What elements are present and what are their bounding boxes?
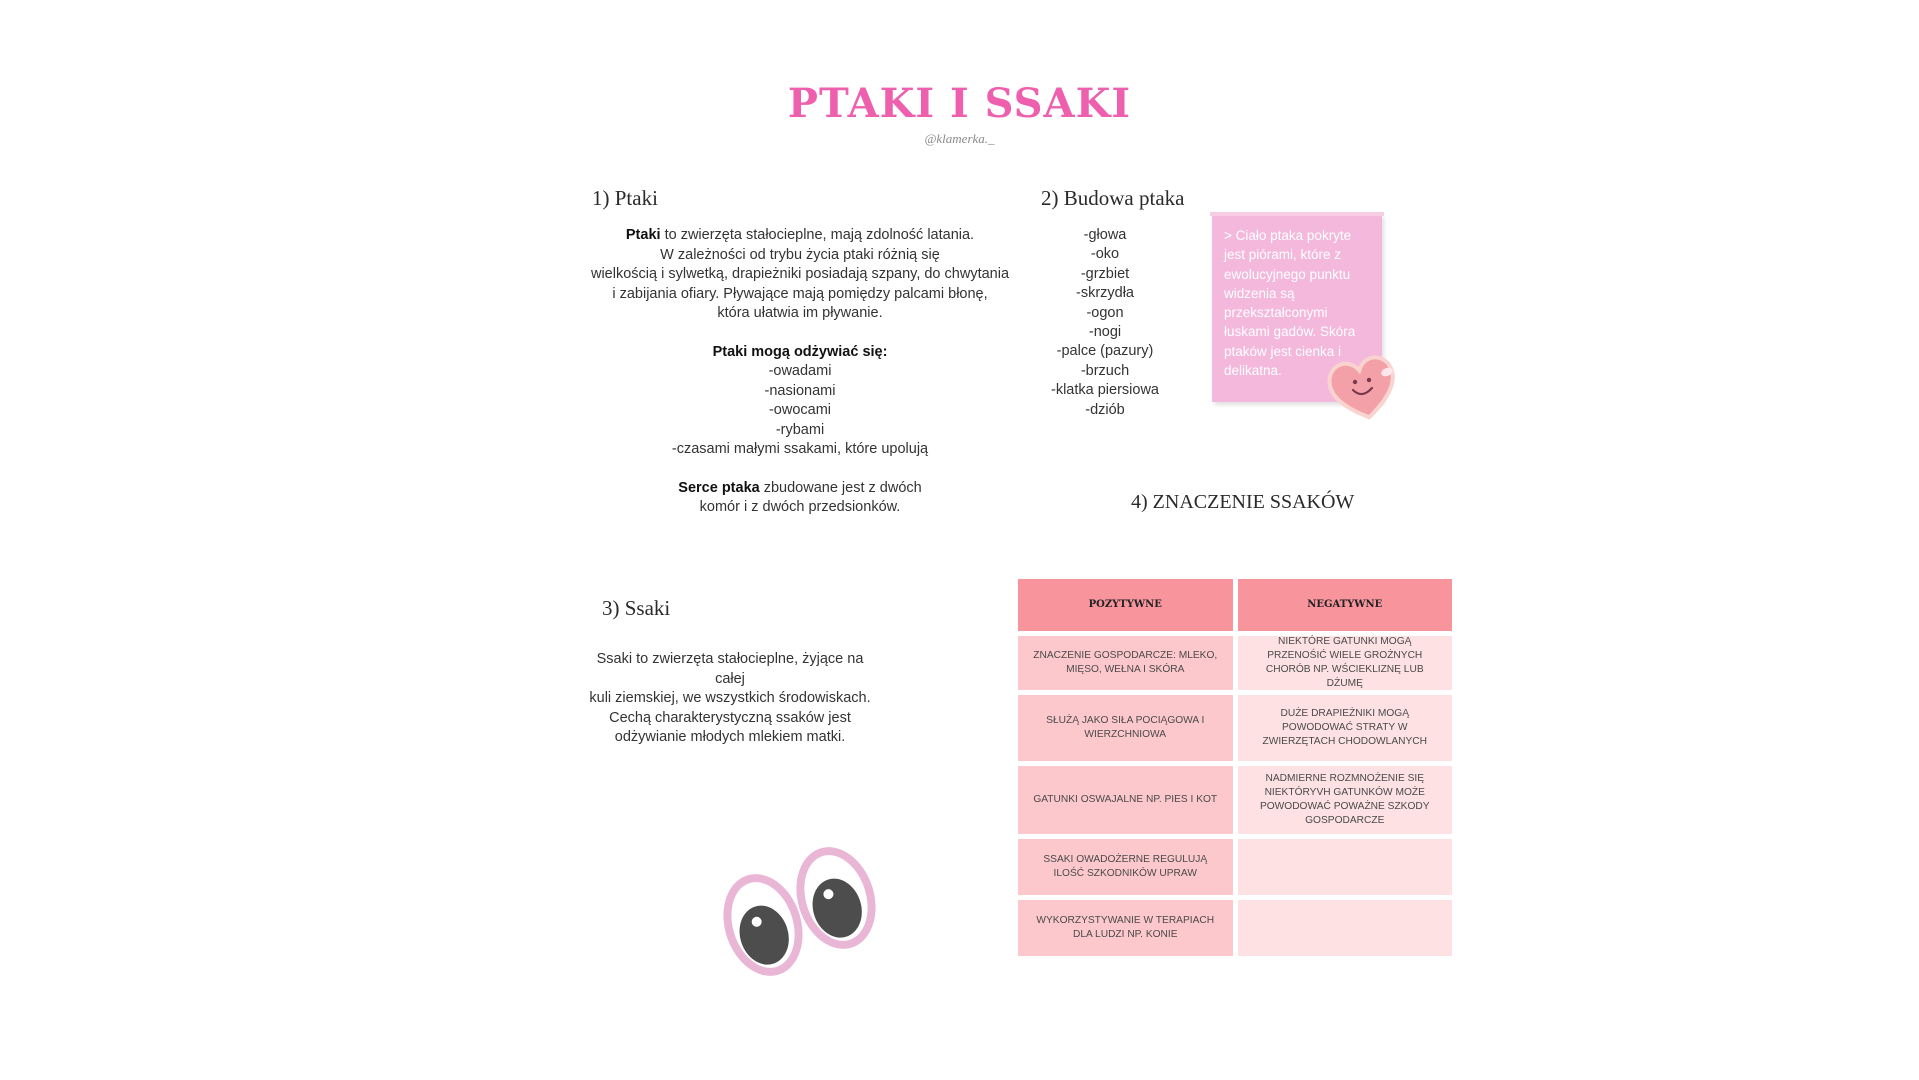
bird-part: -oko — [1090, 246, 1120, 263]
table-row — [1018, 900, 1452, 956]
negative-cell: DUŻE DRAPIEŻNIKI MOGĄ POWODOWAĆ STRATY W ZWIERZĘTACH CHODOWLANYCH — [1238, 695, 1453, 761]
bird-part: -głowa — [1083, 227, 1127, 243]
table-row — [1018, 766, 1452, 834]
diet-item: -owadami — [768, 363, 832, 379]
bird-part: -skrzydła — [1075, 285, 1134, 302]
bird-part: -dziób — [1085, 401, 1125, 418]
diet-item: -owocami — [768, 402, 832, 418]
ssaki-line: kuli ziemskiej, we wszystkich środowiskach. — [589, 690, 871, 706]
ptaki-description — [580, 226, 1020, 518]
positive-cell: ZNACZENIE GOSPODARCZE: MLEKO, MIĘSO, WEŁNA I SKÓRA — [1018, 636, 1233, 690]
table-row — [1018, 636, 1452, 690]
table-header-row — [1018, 579, 1452, 631]
ssaki-description — [580, 650, 880, 748]
heart-rest: zbudowane jest z dwóch — [759, 479, 922, 496]
heart-line: komór i z dwóch przedsionków. — [699, 499, 901, 515]
googly-eyes-icon — [718, 830, 884, 980]
smiling-heart-icon — [1325, 352, 1401, 424]
section-heading-budowa: 2) Budowa ptaka — [1041, 186, 1185, 210]
intro-line: W zależności od trybu życia ptaki różnią się — [660, 246, 940, 263]
negative-cell: NADMIERNE ROZMNOŻENIE SIĘ NIEKTÓRYVH GATUNKÓW MOŻE POWODOWAĆ POWAŻNE SZKODY GOSPODARCZE — [1238, 766, 1453, 834]
table-row — [1018, 695, 1452, 761]
heart-bold: Serce ptaka — [678, 479, 760, 496]
bird-part: -nogi — [1088, 324, 1122, 341]
diet-heading-text: Ptaki mogą odżywiać się: — [712, 343, 888, 360]
positive-cell: WYKORZYSTYWANIE W TERAPIACH DLA LUDZI NP. KONIE — [1018, 900, 1233, 956]
negative-cell — [1238, 839, 1453, 895]
intro-rest: to zwierzęta stałocieplne, mają zdolność latania. — [660, 227, 975, 243]
diet-item: -rybami — [775, 421, 825, 438]
negative-cell: NIEKTÓRE GATUNKI MOGĄ PRZENOŚIĆ WIELE GROŻNYCH CHORÓB NP. WŚCIEKLIZNĘ LUB DŻUMĘ — [1238, 636, 1453, 690]
diet-item: -nasionami — [764, 382, 836, 399]
section-heading-ptaki: 1) Ptaki — [592, 186, 658, 210]
intro-line: wielkością i sylwetką, drapieżniki posiadają szpany, do chwytania — [590, 266, 1010, 282]
positive-cell: GATUNKI OSWAJALNE NP. PIES I KOT — [1018, 766, 1233, 834]
bird-parts-list — [1030, 226, 1180, 420]
column-header-negative: NEGATYWNE — [1238, 579, 1453, 631]
section-heading-znaczenie: 4) ZNACZENIE SSAKÓW — [1131, 491, 1355, 513]
ssaki-line: odżywianie młodych mlekiem matki. — [614, 729, 846, 745]
intro-line: i zabijania ofiary. Pływające mają pomiędzy palcami błonę, — [612, 285, 988, 302]
page-title: PTAKI I SSAKI — [787, 80, 1132, 127]
bird-part: -grzbiet — [1080, 265, 1130, 282]
diet-item: -czasami małymi ssakami, które upolują — [671, 441, 929, 457]
ssaki-line: Cechą charakterystyczną ssaków jest — [609, 709, 851, 726]
diet-heading — [580, 343, 1020, 363]
column-header-positive: POZYTYWNE — [1018, 579, 1233, 631]
significance-table — [1018, 579, 1452, 961]
table-row — [1018, 839, 1452, 895]
bird-part: -palce (pazury) — [1056, 343, 1154, 360]
heart-line — [580, 479, 1020, 499]
sticky-note: > Ciało ptaka pokryte jest piórami, które z ewolucyjnego punktu widzenia są przekształconymi łuskami gadów. Skóra ptaków jest cienka i delikatna. — [1212, 214, 1382, 402]
section-heading-ssaki: 3) Ssaki — [602, 596, 671, 620]
intro-line: która ułatwia im pływanie. — [717, 305, 883, 321]
negative-cell — [1238, 900, 1453, 956]
bird-part: -brzuch — [1080, 362, 1130, 379]
intro-bold: Ptaki — [625, 227, 661, 243]
bird-part: -klatka piersiowa — [1051, 382, 1159, 399]
intro-line — [580, 226, 1020, 246]
positive-cell: SSAKI OWADOŻERNE REGULUJĄ ILOŚĆ SZKODNIKÓW UPRAW — [1018, 839, 1233, 895]
ssaki-line: Ssaki to zwierzęta stałocieplne, żyjące na całej — [596, 651, 864, 687]
author-handle: @klamerka._ — [924, 131, 995, 146]
bird-part: -ogon — [1086, 304, 1124, 321]
positive-cell: SŁUŻĄ JAKO SIŁA POCIĄGOWA I WIERZCHNIOWA — [1018, 695, 1233, 761]
